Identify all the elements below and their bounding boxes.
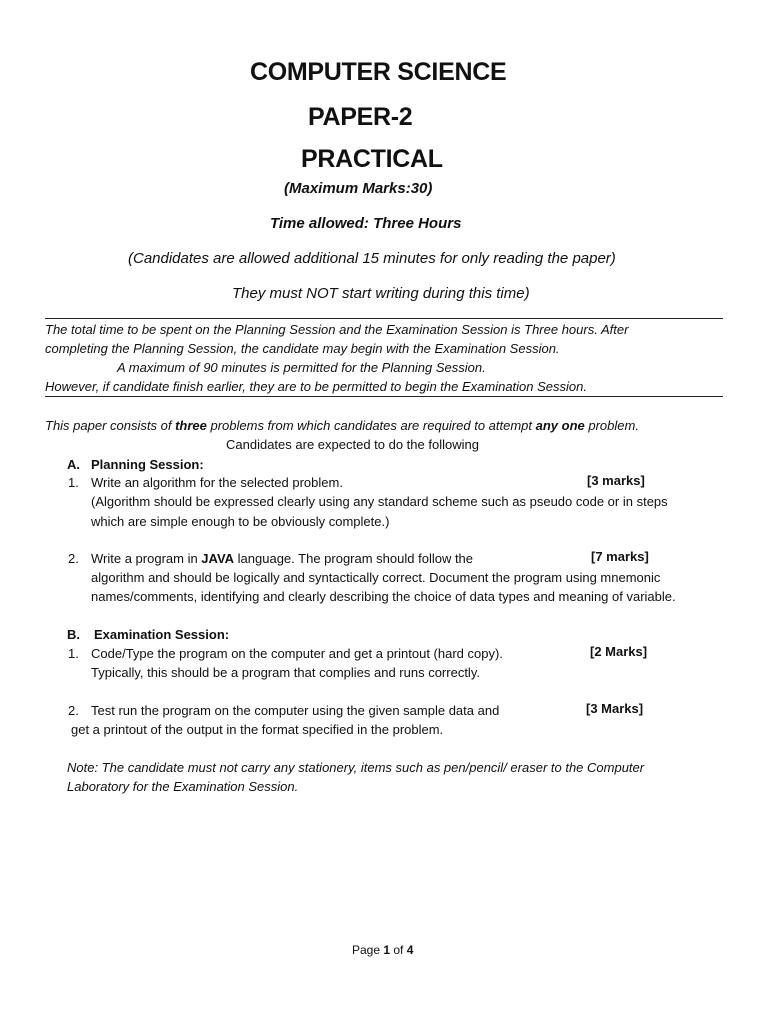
a-item-2-sub-2: names/comments, identifying and clearly describing the choice of data types and meaning of variable.	[91, 589, 676, 604]
note-line-1: Note: The candidate must not carry any stationery, items such as pen/pencil/ eraser to the Computer	[67, 760, 645, 775]
b-item-2-sub-1: get a printout of the output in the format specified in the problem.	[71, 722, 444, 737]
intro-paragraph	[45, 416, 639, 435]
instructions-line-1: The total time to be spent on the Planning Session and the Examination Session is Three hours. After	[45, 322, 629, 337]
page-number: 1	[383, 943, 391, 957]
paper-title: PAPER-2	[308, 103, 413, 131]
time-allowed: Time allowed: Three Hours	[270, 215, 462, 232]
page-footer	[352, 943, 413, 957]
note-line-2: Laboratory for the Examination Session.	[67, 779, 299, 794]
instructions-line-3: A maximum of 90 minutes is permitted for the Planning Session.	[117, 360, 486, 375]
intro-three: three	[175, 418, 207, 433]
a-item-2-marks: [7 marks]	[591, 549, 649, 564]
a-item-1-sub-1: (Algorithm should be expressed clearly using any standard scheme such as pseudo code or in steps	[91, 494, 668, 509]
a-item-2-num: 2.	[68, 551, 79, 566]
section-b-title: Examination Session:	[94, 627, 230, 642]
b-item-1-marks: [2 Marks]	[590, 644, 648, 659]
section-a-letter: A.	[67, 457, 80, 472]
instructions-line-2: completing the Planning Session, the candidate may begin with the Examination Session.	[45, 341, 560, 356]
max-marks: (Maximum Marks:30)	[284, 180, 433, 197]
a-item-2-sub-1: algorithm and should be logically and syntactically correct. Document the program using mnemonic	[91, 570, 661, 585]
b-item-1-sub-1: Typically, this should be a program that complies and runs correctly.	[91, 665, 480, 680]
section-b-letter: B.	[67, 627, 80, 642]
a-item-2-text-after: language. The program should follow the	[234, 551, 474, 566]
b-item-2-marks: [3 Marks]	[586, 701, 644, 716]
a-item-2-text	[91, 549, 473, 568]
bottom-divider	[45, 396, 723, 397]
intro-text-3: problem.	[584, 418, 639, 433]
intro-any-one: any one	[535, 418, 585, 433]
a-item-1-text: Write an algorithm for the selected problem.	[91, 475, 343, 490]
a-item-2-text-before: Write a program in	[91, 551, 202, 566]
page-word: Page	[352, 943, 384, 957]
of-word: of	[390, 943, 407, 957]
section-a-title: Planning Session:	[91, 457, 204, 472]
b-item-2-text: Test run the program on the computer using the given sample data and	[91, 703, 500, 718]
intro-text-1: This paper consists of	[45, 418, 176, 433]
a-item-2-java: JAVA	[201, 551, 235, 566]
subject-title: COMPUTER SCIENCE	[250, 58, 507, 86]
b-item-2-num: 2.	[68, 703, 79, 718]
top-divider	[45, 318, 723, 319]
page-total: 4	[406, 943, 414, 957]
expected-line: Candidates are expected to do the following	[226, 437, 479, 452]
a-item-1-num: 1.	[68, 475, 79, 490]
instructions-line-4: However, if candidate finish earlier, they are to be permitted to begin the Examination Session.	[45, 379, 587, 394]
b-item-1-text: Code/Type the program on the computer and get a printout (hard copy).	[91, 646, 503, 661]
a-item-1-sub-2: which are simple enough to be obviously complete.)	[91, 514, 390, 529]
reading-note: (Candidates are allowed additional 15 minutes for only reading the paper)	[128, 250, 616, 267]
practical-title: PRACTICAL	[301, 145, 443, 173]
intro-text-2: problems from which candidates are required to attempt	[206, 418, 536, 433]
no-writing-note: They must NOT start writing during this time)	[232, 285, 530, 302]
a-item-1-marks: [3 marks]	[587, 473, 645, 488]
b-item-1-num: 1.	[68, 646, 79, 661]
